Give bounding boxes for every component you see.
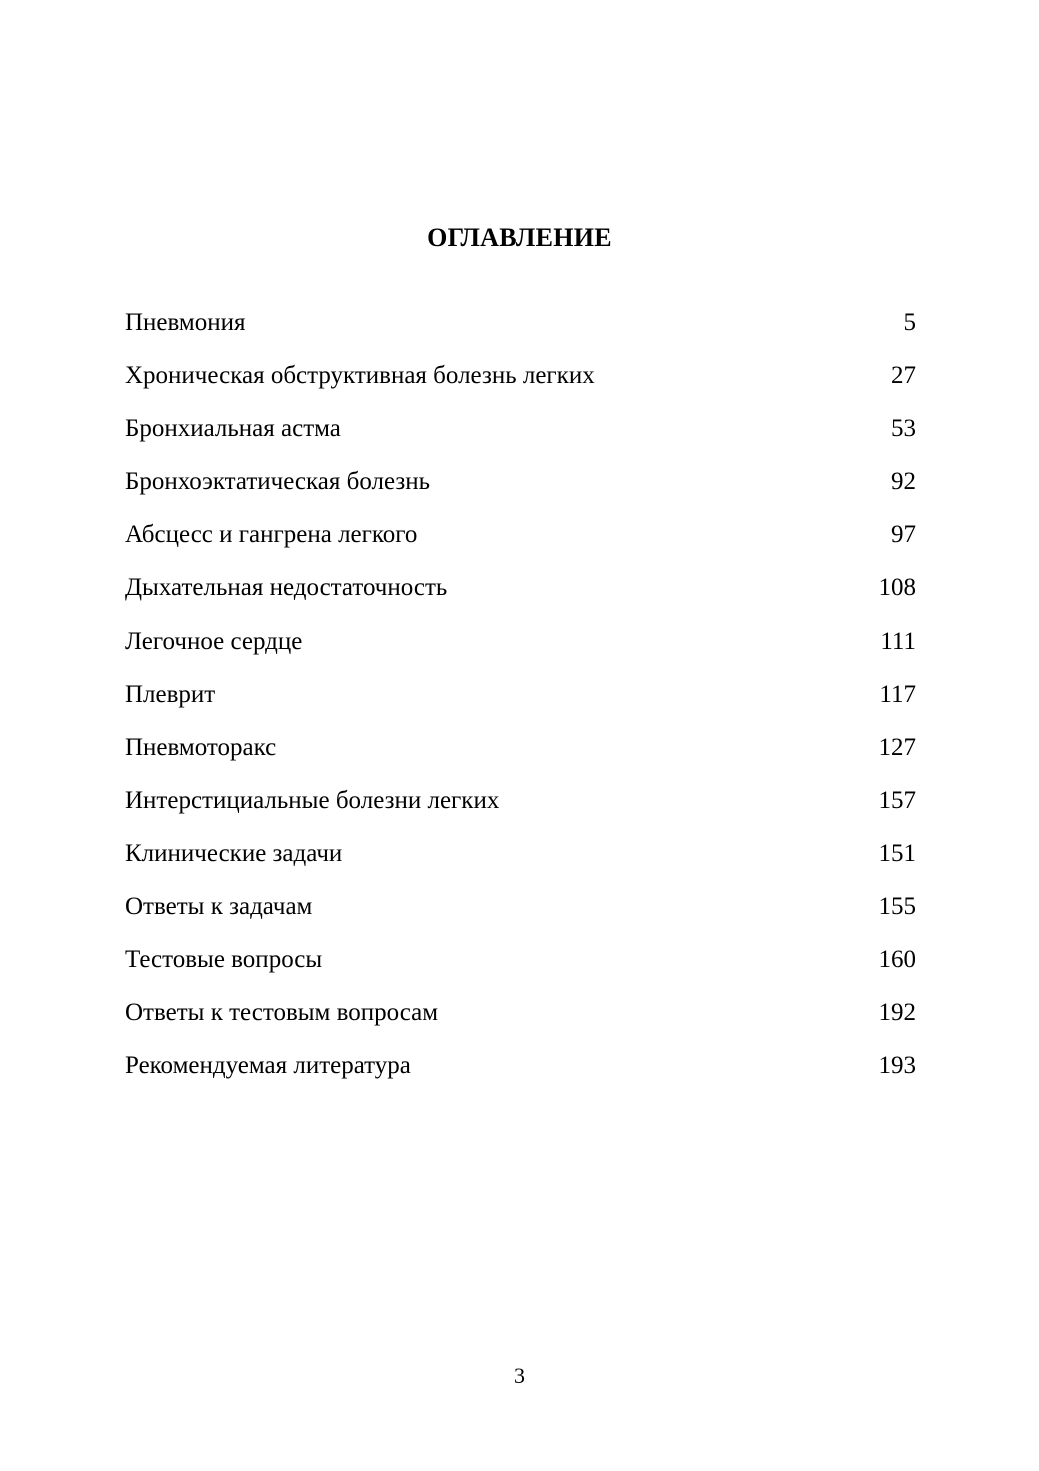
toc-entry-title: Ответы к тестовым вопросам bbox=[125, 999, 439, 1027]
toc-entry-title: Пневмоторакс bbox=[125, 733, 277, 761]
toc-entry-title: Рекомендуемая литература bbox=[125, 1052, 411, 1080]
toc-entry-page: 111 bbox=[880, 627, 916, 655]
toc-entry-title: Абсцесс и гангрена легкого bbox=[125, 521, 418, 549]
toc-entry-page: 92 bbox=[891, 468, 916, 496]
toc-entry-page: 5 bbox=[903, 309, 916, 336]
toc-entry-page: 193 bbox=[878, 1052, 916, 1080]
toc-entry bbox=[125, 465, 916, 518]
toc-entry bbox=[125, 306, 916, 359]
toc-entry-page: 151 bbox=[878, 839, 916, 867]
toc-entry bbox=[125, 518, 916, 571]
toc-entry-title: Дыхательная недостаточность bbox=[125, 574, 448, 602]
toc-entry-title: Клинические задачи bbox=[125, 839, 343, 867]
toc-entry-page: 127 bbox=[878, 733, 916, 761]
toc-entry bbox=[125, 837, 916, 890]
toc-entry bbox=[125, 996, 916, 1049]
toc-entry bbox=[125, 890, 916, 943]
toc-entry-title: Легочное сердце bbox=[125, 627, 303, 655]
toc-entry bbox=[125, 943, 916, 996]
toc-entry-page: 157 bbox=[878, 786, 916, 814]
toc-entry-title: Бронхиальная астма bbox=[125, 415, 341, 443]
toc-entry bbox=[125, 784, 916, 837]
toc-heading: ОГЛАВЛЕНИЕ bbox=[427, 223, 612, 252]
toc-entry bbox=[125, 678, 916, 731]
page-number: 3 bbox=[514, 1363, 525, 1388]
toc-entry-title: Пневмония bbox=[125, 309, 246, 336]
toc-entry-page: 108 bbox=[878, 574, 916, 602]
toc-entry-title: Бронхоэктатическая болезнь bbox=[125, 468, 431, 496]
toc-entry bbox=[125, 359, 916, 412]
toc-entry-page: 160 bbox=[878, 946, 916, 974]
toc-entry-page: 53 bbox=[891, 415, 916, 443]
toc-entry-page: 97 bbox=[891, 521, 916, 549]
toc-entry-page: 155 bbox=[878, 893, 916, 921]
toc-entry-title: Тестовые вопросы bbox=[125, 946, 323, 974]
toc-entry-page: 27 bbox=[891, 362, 916, 390]
toc-list bbox=[125, 306, 916, 1102]
toc-entry-page: 117 bbox=[879, 680, 916, 708]
toc-entry bbox=[125, 571, 916, 624]
toc-entry bbox=[125, 412, 916, 465]
toc-entry-title: Плеврит bbox=[125, 680, 216, 708]
toc-entry-title: Хроническая обструктивная болезнь легких bbox=[125, 362, 595, 390]
toc-entry bbox=[125, 625, 916, 678]
toc-entry bbox=[125, 731, 916, 784]
toc-entry-title: Интерстициальные болезни легких bbox=[125, 786, 500, 814]
toc-entry bbox=[125, 1049, 916, 1102]
toc-entry-page: 192 bbox=[878, 999, 916, 1027]
toc-entry-title: Ответы к задачам bbox=[125, 893, 313, 921]
